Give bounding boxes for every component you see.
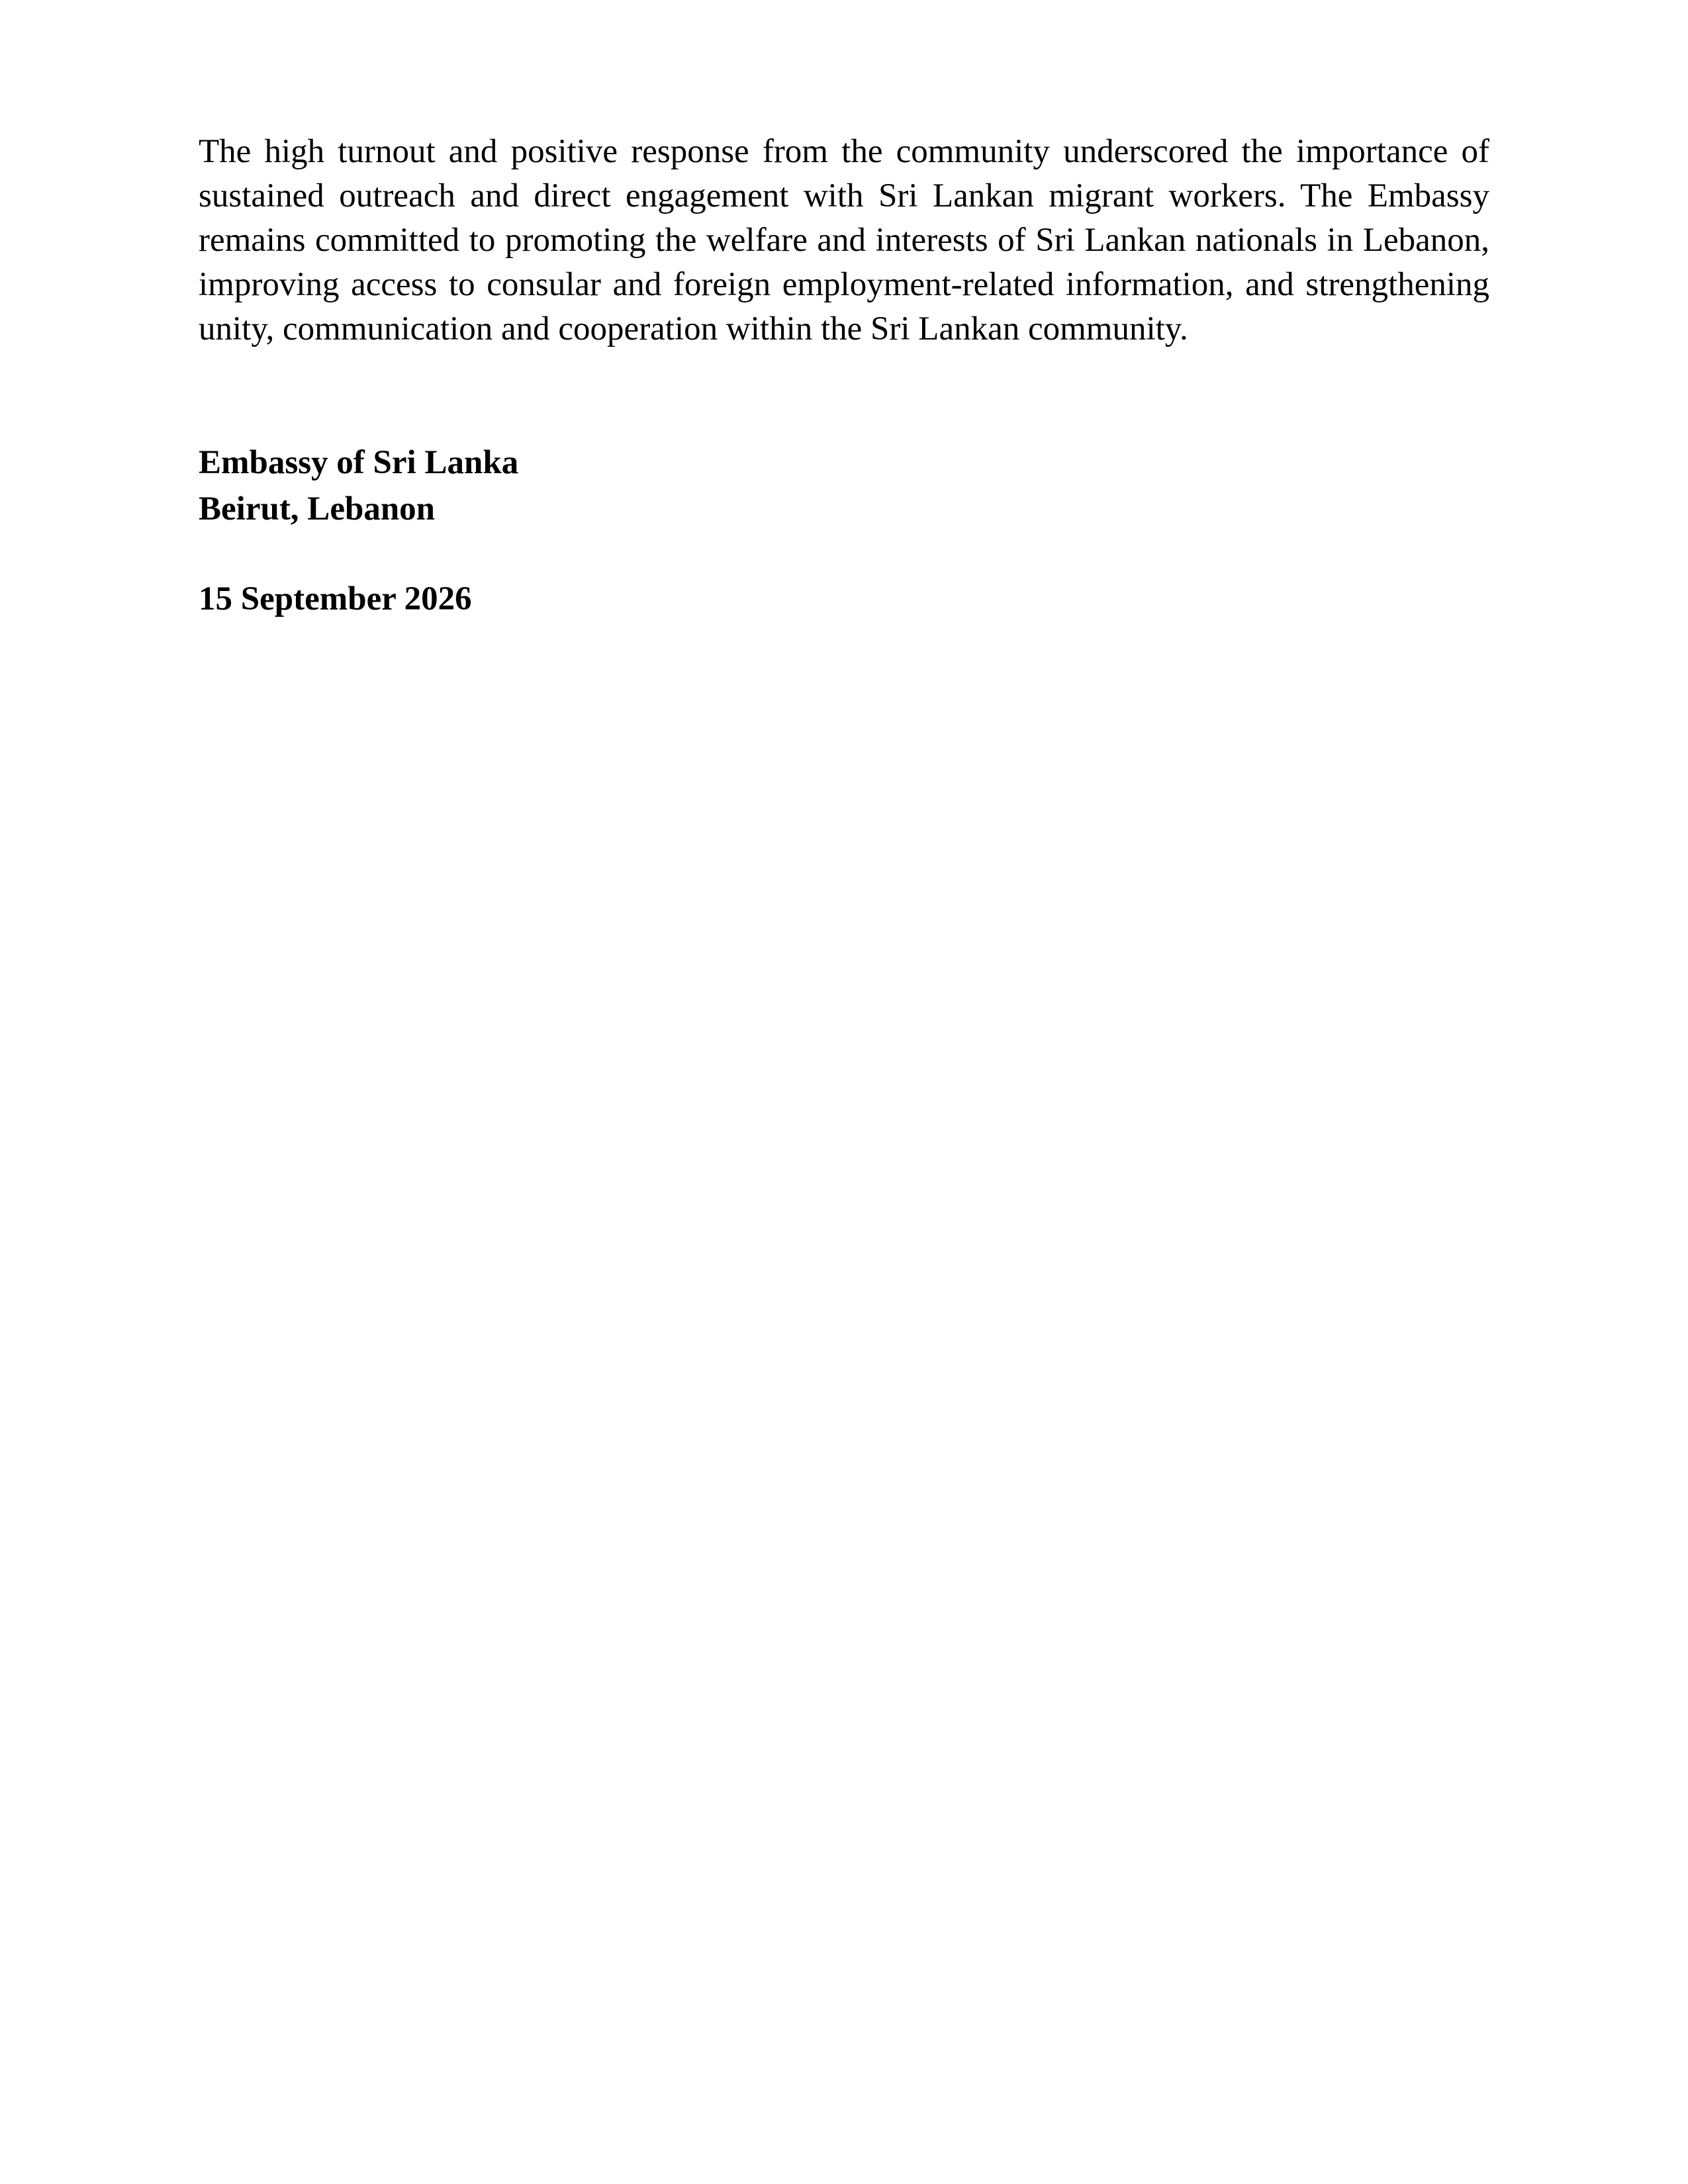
signature-block xyxy=(199,439,1489,532)
signature-organization: Embassy of Sri Lanka xyxy=(199,444,519,481)
body-paragraph: The high turnout and positive response from the community underscored the importance of sustained outreach and direct engagement with Sri Lankan migrant workers. The Embassy remains committed to promoting the welfare and interests of Sri Lankan nationals in Lebanon, improving access to consular and foreign employment-related information, and strengthening unity, communication and cooperation within the Sri Lankan community. xyxy=(199,133,1489,347)
document-content xyxy=(199,130,1489,622)
document-date: 15 September 2026 xyxy=(199,580,472,617)
signature-location: Beirut, Lebanon xyxy=(199,490,436,527)
